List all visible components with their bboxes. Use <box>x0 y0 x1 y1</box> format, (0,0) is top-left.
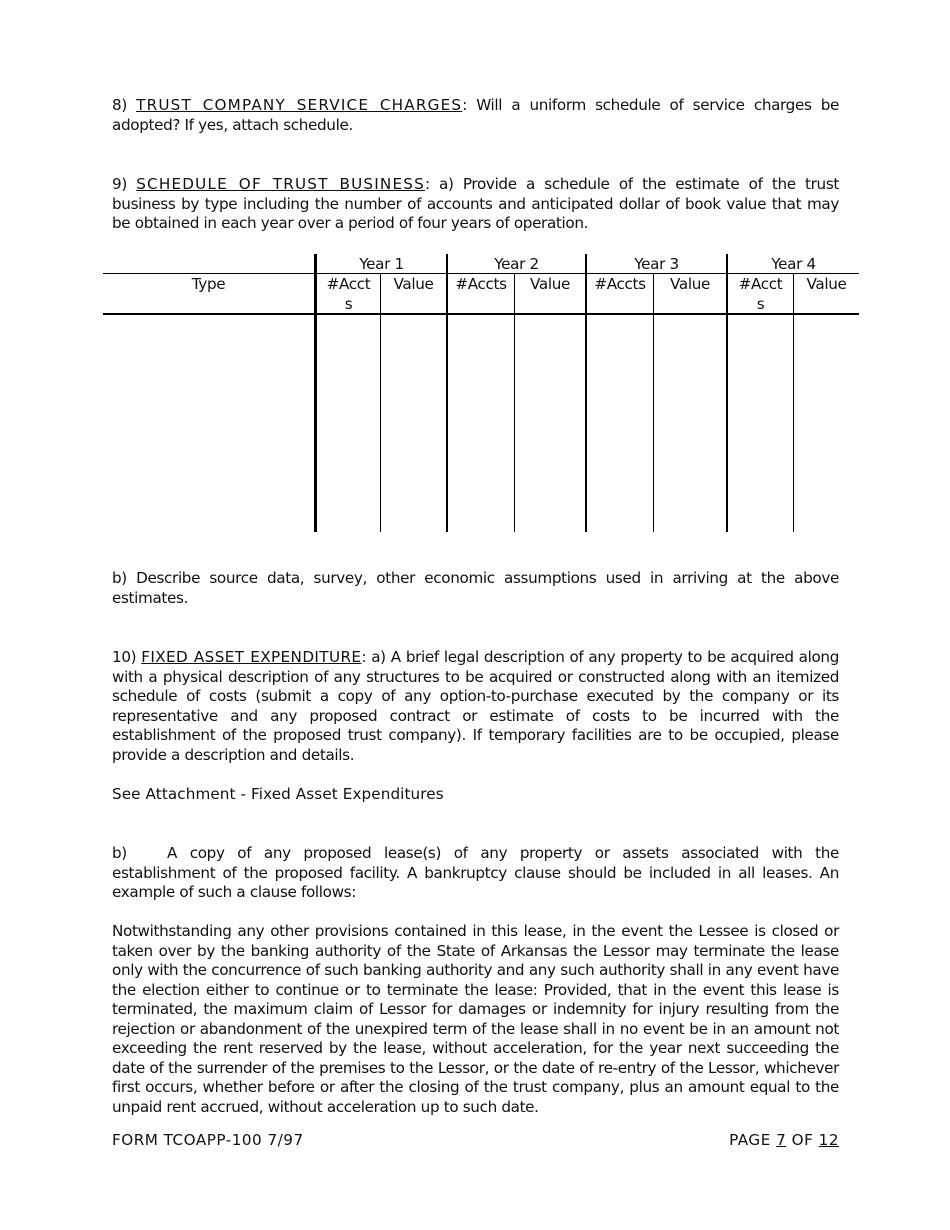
type-header: Type <box>191 275 226 293</box>
section-9b: b) Describe source data, survey, other economic assumptions used in arriving at the above estimates. <box>112 569 839 607</box>
year-2-header: Year 2 <box>494 255 539 273</box>
section-9-text: : a) Provide a schedule of the estimate of the trust business by type including the number of accounts and anticipated dollar of book value that may be obtained in each year over a period of four years of operation. <box>112 175 840 232</box>
schedule-table <box>103 254 859 532</box>
attachment-note: See Attachment - Fixed Asset Expenditures <box>112 785 444 803</box>
table-divider <box>653 273 654 532</box>
section-8 <box>112 96 839 135</box>
section-10-number: 10) <box>112 648 137 666</box>
table-divider <box>514 273 515 532</box>
section-10-heading: FIXED ASSET EXPENDITURE <box>141 648 362 666</box>
year-3-value-header: Value <box>670 275 710 293</box>
section-10b-label: b) <box>112 844 127 862</box>
year-2-accts-header: #Accts <box>455 275 507 293</box>
year-4-header: Year 4 <box>771 255 816 273</box>
page-current: 7 <box>776 1131 787 1149</box>
section-9 <box>112 175 839 234</box>
year-3-accts-header: #Accts <box>594 275 646 293</box>
year-4-value-header: Value <box>806 275 847 293</box>
accts-header-line-1: #Acct <box>738 275 783 293</box>
year-4-accts-header <box>728 274 793 314</box>
accts-header-line-2: s <box>344 295 353 313</box>
section-10b-text: A copy of any proposed lease(s) of any property or assets associated with the establishment of the proposed facility. A bankruptcy clause should be included in all leases. An example of such a clause follows: <box>112 844 839 901</box>
section-8-text: : Will a uniform schedule of service charges be adopted? If yes, attach schedule. <box>112 96 839 134</box>
section-8-heading: TRUST COMPANY SERVICE CHARGES <box>136 96 463 114</box>
form-id: FORM TCOAPP-100 7/97 <box>112 1131 304 1149</box>
section-9-number: 9) <box>112 175 127 193</box>
section-8-number: 8) <box>112 96 127 114</box>
accts-header-line-2: s <box>756 295 765 313</box>
year-1-header: Year 1 <box>359 255 404 273</box>
table-divider <box>793 273 794 532</box>
section-10b <box>112 844 839 903</box>
section-10 <box>112 648 839 765</box>
accts-header-line-1: #Acct <box>326 275 371 293</box>
year-1-value-header: Value <box>393 275 434 293</box>
page-label: PAGE <box>729 1131 771 1149</box>
table-divider <box>585 254 587 532</box>
table-divider <box>446 254 448 532</box>
page-total: 12 <box>818 1131 839 1149</box>
bankruptcy-clause: Notwithstanding any other provisions contained in this lease, in the event the Lessee is closed or taken over by the banking authority of the State of Arkansas the Lessor may terminate the lease only with the concurrence of such banking authority and any such authority shall in any event have the election either to continue or to terminate the lease: Provided, that in the event this lease is terminated, the maximum claim of Lessor for damages or indemnity for injury resulting from the rejection or abandonment of the unexpired term of the lease shall in no event be in an amount not exceeding the rent reserved by the lease, without acceleration, for the year next succeeding the date of the surrender of the premises to the Lessor, or the date of re-entry of the Lessor, whichever first occurs, whether before or after the closing of the trust company, plus an amount equal to the unpaid rent accrued, without acceleration up to such date. <box>112 922 839 1116</box>
year-3-header: Year 3 <box>634 255 679 273</box>
section-10-text: : a) A brief legal description of any property to be acquired along with a physical description of any structures to be acquired or constructed along with an itemized schedule of costs (submit a copy of any option-to-purchase executed by the company or its representative and any proposed contract or estimate of costs to be incurred with the establishment of the proposed trust company). If temporary facilities are to be occupied, please provide a description and details. <box>112 648 839 764</box>
section-9-heading: SCHEDULE OF TRUST BUSINESS <box>136 175 425 193</box>
table-divider <box>380 273 381 532</box>
page-of: OF <box>791 1131 814 1149</box>
year-1-accts-header <box>317 274 380 314</box>
page-indicator <box>729 1131 839 1151</box>
year-2-value-header: Value <box>530 275 570 293</box>
